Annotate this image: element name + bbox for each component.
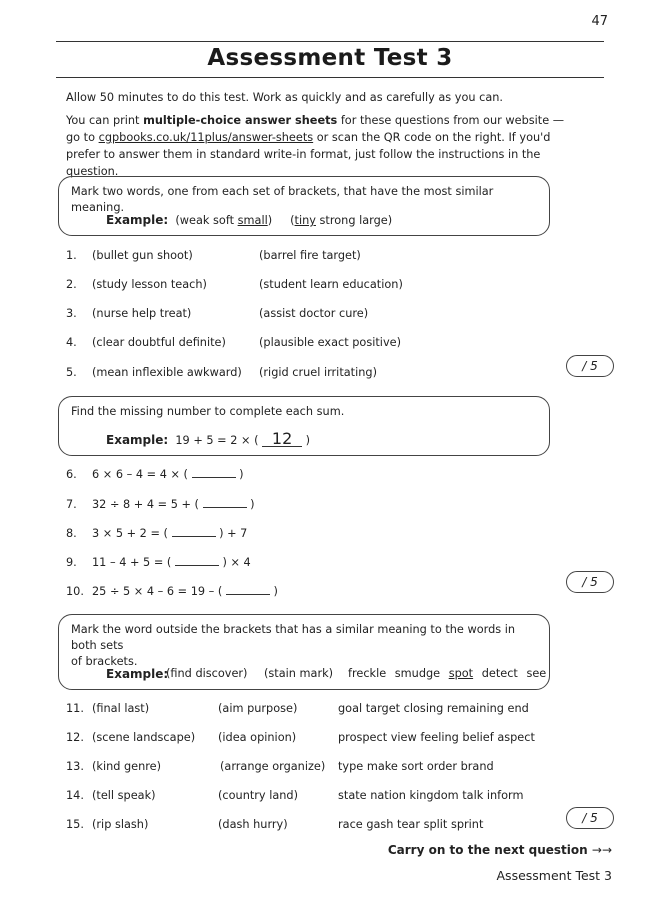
question-number: 9. — [66, 556, 77, 569]
option-words[interactable]: goal target closing remaining end — [338, 702, 529, 715]
arrow-right-icon: →→ — [591, 843, 612, 857]
example-set-b: (tiny strong large) — [290, 214, 393, 227]
example-close: ) — [305, 434, 311, 447]
question-number: 15. — [66, 818, 84, 831]
sum-text: ) + 7 — [219, 527, 248, 540]
question-row — [66, 760, 546, 776]
question-row — [66, 278, 466, 294]
carry-on-prompt — [388, 843, 612, 857]
intro-text: You can print — [66, 114, 144, 127]
page-title: Assessment Test 3 — [207, 45, 453, 71]
instruction-text: Find the missing number to complete each sum. — [71, 405, 345, 418]
sum-text: ) — [273, 585, 278, 598]
word-set-b: (idea opinion) — [218, 731, 297, 744]
word-set-a[interactable]: (bullet gun shoot) — [92, 249, 193, 262]
question-row — [66, 526, 247, 540]
website-link[interactable]: cgpbooks.co.uk/11plus/answer-sheets — [98, 131, 314, 144]
word-set-a: (scene landscape) — [92, 731, 196, 744]
sum-text: ) — [239, 468, 244, 481]
question-number: 2. — [66, 278, 77, 291]
question-number: 12. — [66, 731, 84, 744]
sum-text: 3 × 5 + 2 = ( — [92, 527, 168, 540]
question-number: 6. — [66, 468, 77, 481]
question-row — [66, 555, 251, 569]
question-row — [66, 497, 255, 511]
word-set-a[interactable]: (nurse help treat) — [92, 307, 192, 320]
word-set-b: (aim purpose) — [218, 702, 298, 715]
question-row — [66, 336, 466, 352]
score-box: / 5 — [566, 807, 614, 829]
word-set-a: (kind genre) — [92, 760, 162, 773]
page-number: 47 — [591, 14, 608, 29]
word-set-a: (rip slash) — [92, 818, 149, 831]
word-set-b[interactable]: (plausible exact positive) — [259, 336, 401, 349]
question-number: 11. — [66, 702, 84, 715]
word-set-b[interactable]: (assist doctor cure) — [259, 307, 369, 320]
question-row — [66, 467, 244, 481]
instruction-box-2 — [58, 396, 550, 456]
word-set-b[interactable]: (rigid cruel irritating) — [259, 366, 377, 379]
word-set-a[interactable]: (study lesson teach) — [92, 278, 207, 291]
word-set-a[interactable]: (clear doubtful definite) — [92, 336, 226, 349]
example-answer-b: tiny — [294, 214, 316, 227]
word-set-b[interactable]: (student learn education) — [259, 278, 403, 291]
intro-text: or scan the QR code on the right. If you'd — [313, 131, 551, 144]
example-set-a: (find discover) — [166, 667, 248, 680]
word-set-b[interactable]: (barrel fire target) — [259, 249, 361, 262]
question-number: 10. — [66, 585, 84, 598]
question-row — [66, 366, 466, 382]
option-words[interactable]: state nation kingdom talk inform — [338, 789, 524, 802]
question-number: 8. — [66, 527, 77, 540]
example-label: Example: — [106, 433, 169, 447]
sum-text: ) — [250, 498, 255, 511]
option-word: freckle — [348, 667, 387, 680]
instruction-box-1 — [58, 176, 550, 236]
example-answer: 12 — [262, 432, 302, 447]
sum-text: 6 × 6 – 4 = 4 × ( — [92, 468, 188, 481]
question-number: 5. — [66, 366, 77, 379]
option-words[interactable]: race gash tear split sprint — [338, 818, 484, 831]
question-row — [66, 584, 278, 598]
intro-paragraph — [66, 112, 596, 180]
example-row — [106, 667, 546, 683]
word-set-a: (tell speak) — [92, 789, 156, 802]
footer-title: Assessment Test 3 — [496, 868, 612, 883]
word-set-a[interactable]: (mean inflexible awkward) — [92, 366, 242, 379]
option-word: detect — [481, 667, 518, 680]
title-bottom-rule — [56, 77, 604, 78]
instruction-text: Mark two words, one from each set of brackets, that have the most similar meaning. — [71, 185, 494, 214]
option-words[interactable]: prospect view feeling belief aspect — [338, 731, 535, 744]
carry-on-text: Carry on to the next question — [387, 843, 588, 857]
question-number: 13. — [66, 760, 84, 773]
answer-blank[interactable] — [175, 555, 219, 566]
question-number: 3. — [66, 307, 77, 320]
question-row — [66, 702, 546, 718]
option-word: smudge — [394, 667, 441, 680]
word-set-b: (dash hurry) — [218, 818, 288, 831]
example-word-options — [348, 667, 551, 680]
option-words[interactable]: type make sort order brand — [338, 760, 494, 773]
example-set-b: (stain mark) — [264, 667, 334, 680]
word-set-b: (country land) — [218, 789, 298, 802]
example-answer-word: spot — [448, 667, 474, 680]
answer-blank[interactable] — [203, 497, 247, 508]
sum-text: 32 ÷ 8 + 4 = 5 + ( — [92, 498, 199, 511]
score-box: / 5 — [566, 355, 614, 377]
question-row — [66, 307, 466, 323]
intro-line-1: Allow 50 minutes to do this test. Work as quickly and as carefully as you can. — [66, 91, 503, 104]
question-row — [66, 249, 466, 265]
answer-blank[interactable] — [172, 526, 216, 537]
sum-text: ) × 4 — [222, 556, 251, 569]
example-label: Example: — [106, 667, 169, 681]
question-row — [66, 731, 546, 747]
question-number: 1. — [66, 249, 77, 262]
example-row — [106, 429, 311, 448]
sum-text: 25 ÷ 5 × 4 – 6 = 19 – ( — [92, 585, 223, 598]
example-row — [106, 213, 392, 227]
word-set-a: (final last) — [92, 702, 150, 715]
question-number: 4. — [66, 336, 77, 349]
example-set-a: (weak soft small) — [175, 214, 273, 227]
word-set-b: (arrange organize) — [220, 760, 326, 773]
answer-blank[interactable] — [192, 467, 236, 478]
question-row — [66, 789, 546, 805]
title-top-rule — [56, 41, 604, 42]
question-number: 7. — [66, 498, 77, 511]
question-row — [66, 818, 546, 834]
score-box: / 5 — [566, 571, 614, 593]
example-sum: 19 + 5 = 2 × ( — [175, 434, 259, 447]
example-answer-a: small — [237, 214, 268, 227]
intro-bold: multiple-choice answer sheets — [143, 114, 338, 127]
question-number: 14. — [66, 789, 84, 802]
option-word: see — [526, 667, 547, 680]
sum-text: 11 – 4 + 5 = ( — [92, 556, 172, 569]
example-label: Example: — [106, 213, 169, 227]
intro-text: prefer to answer them in standard write-in format, just follow the instructions in the question. — [66, 148, 541, 178]
intro-text: go to — [66, 131, 99, 144]
instruction-box-3 — [58, 614, 550, 690]
intro-text: for these questions from our website — — [337, 114, 565, 127]
answer-blank[interactable] — [226, 584, 270, 595]
instruction-text: Mark the word outside the brackets that has a similar meaning to the words in both sets of brackets. — [71, 623, 516, 668]
